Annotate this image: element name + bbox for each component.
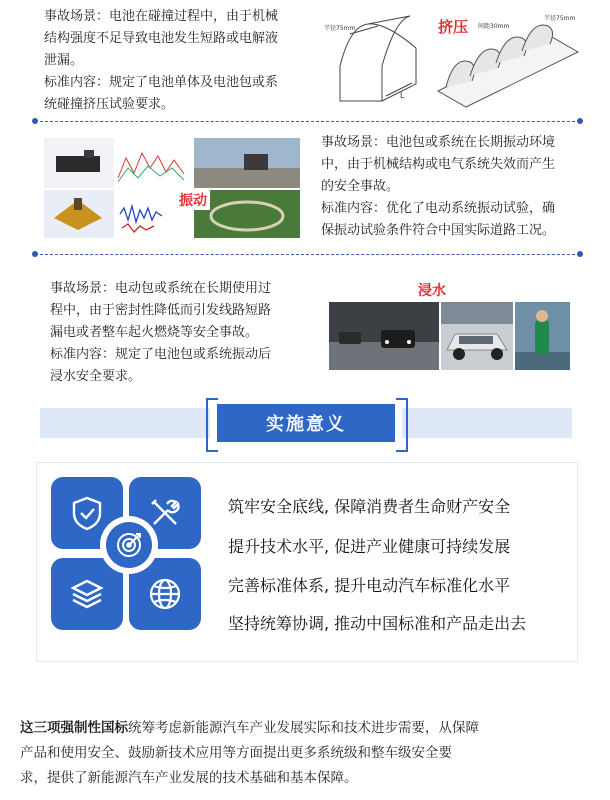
divider-1-dot-right xyxy=(577,118,583,124)
divider-2-dot-right xyxy=(577,251,583,257)
banner-bracket-right xyxy=(396,398,408,452)
flood-line: 标准内容：规定了电池包或系统振动后 xyxy=(50,347,272,362)
footer-paragraph xyxy=(20,716,598,791)
crush-line: 标准内容：规定了电池单体及电池包或系 xyxy=(44,75,279,90)
divider-2 xyxy=(35,254,580,255)
vibration-line: 保振动试验条件符合中国实际道路工况。 xyxy=(321,223,556,238)
banner-bar-left xyxy=(40,408,210,438)
vibration-line: 标准内容：优化了电动系统振动试验，确 xyxy=(321,201,556,216)
crush-line: 事故场景：电池在碰撞过程中，由于机械 xyxy=(44,9,279,24)
crush-line: 结构强度不足导致电池发生短路或电解液 xyxy=(44,31,279,46)
banner-bar-right xyxy=(402,408,572,438)
flood-line: 事故场景：电动包或系统在长期使用过 xyxy=(50,281,272,296)
significance-title: 实施意义 xyxy=(217,404,395,442)
vibration-line: 的安全事故。 xyxy=(321,179,400,194)
flood-label: 浸水 xyxy=(418,283,446,299)
length-label: L xyxy=(400,91,405,100)
significance-point-1: 筑牢安全底线, 保障消费者生命财产安全 xyxy=(228,497,511,516)
vibration-collage-image xyxy=(44,138,300,238)
radius-label-left: 半径75mm xyxy=(324,25,356,32)
flood-photo-street xyxy=(329,302,439,370)
vibration-collage xyxy=(44,138,300,238)
vibration-label: 振动 xyxy=(176,190,210,210)
target-icon xyxy=(114,530,144,560)
crush-diagram xyxy=(320,6,585,111)
footer-line-1 xyxy=(20,716,598,741)
radius-label-right: 半径75mm xyxy=(544,15,576,22)
flood-line: 漏电或者整车起火燃烧等安全事故。 xyxy=(50,325,259,340)
globe-icon xyxy=(146,575,184,613)
vibration-line: 中，由于机械结构或电气系统失效而产生 xyxy=(321,157,556,172)
flood-line: 程中，由于密封性降低而引发线路短路 xyxy=(50,303,272,318)
significance-point-3: 完善标准体系, 提升电动汽车标准化水平 xyxy=(228,576,511,595)
crush-text xyxy=(44,6,319,116)
footer-bold-lead: 这三项强制性国标 xyxy=(20,720,128,736)
significance-point-2: 提升技术水平, 促进产业健康可持续发展 xyxy=(228,537,511,556)
footer-line-text: 统筹考虑新能源汽车产业发展实际和技术进步需要，从保障 xyxy=(128,720,479,736)
footer-line-3: 求，提供了新能源汽车产业发展的技术基础和基本保障。 xyxy=(20,770,358,786)
crush-label: 挤压 xyxy=(438,18,469,36)
spacing-label: 间距30mm xyxy=(478,23,510,30)
footer-line-2: 产品和使用安全、鼓励新技术应用等方面提出更多系统级和整车级安全要 xyxy=(20,745,452,761)
layers-icon xyxy=(68,575,106,613)
vibration-text xyxy=(321,132,591,242)
flood-line: 浸水安全要求。 xyxy=(50,369,142,384)
flood-text xyxy=(50,278,320,388)
shield-check-icon xyxy=(68,494,106,532)
crush-line: 泄漏。 xyxy=(44,53,84,68)
divider-1-dot-left xyxy=(32,118,38,124)
flood-photo-spray xyxy=(515,302,570,370)
crush-line: 统碰撞挤压试验要求。 xyxy=(44,97,175,112)
significance-point-4: 坚持统筹协调, 推动中国标准和产品走出去 xyxy=(228,614,527,633)
target-center xyxy=(100,516,158,574)
vibration-line: 事故场景：电池包或系统在长期振动环境 xyxy=(321,135,556,150)
flood-photo-car xyxy=(441,302,513,370)
crush-plate-right xyxy=(438,25,578,107)
divider-1 xyxy=(35,121,580,122)
divider-2-dot-left xyxy=(32,251,38,257)
